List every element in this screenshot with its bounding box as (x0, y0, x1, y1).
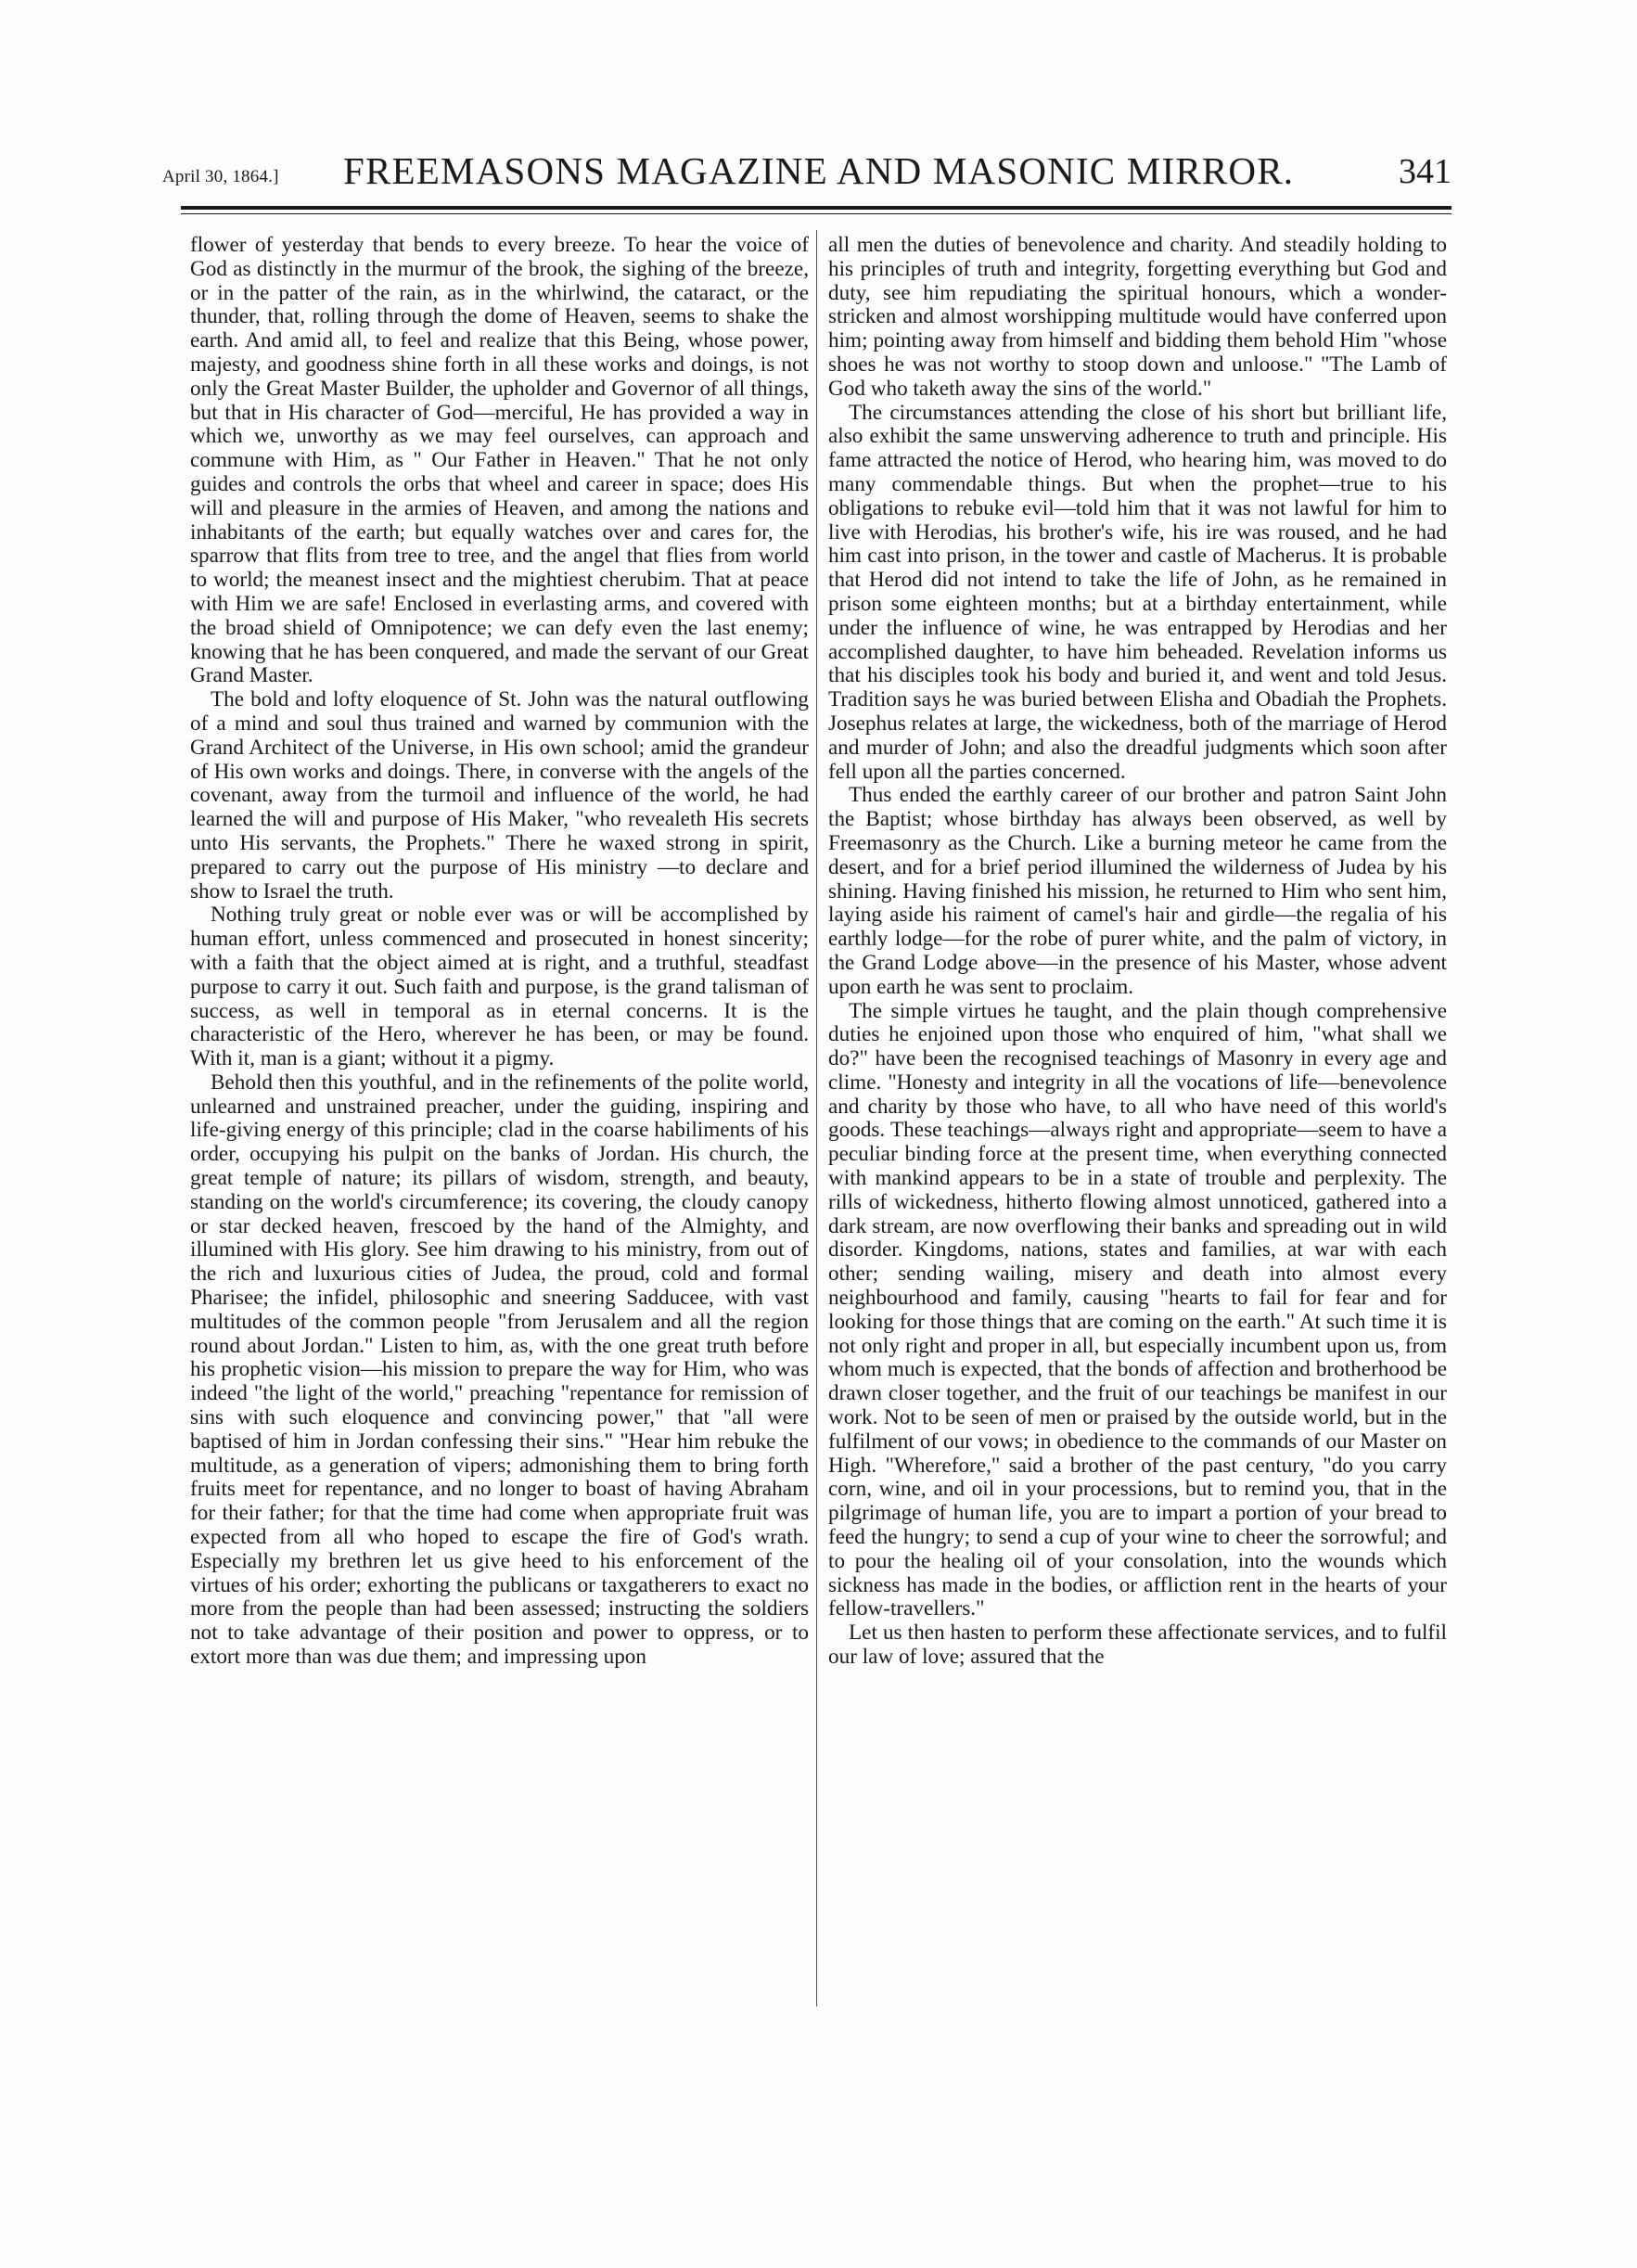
paragraph: Behold then this youthful, and in the refinements of the polite world, unlearned and unstrained preacher, under the guiding, inspiring and life-giving energy of this principle; clad in the coarse habiliments of his order, occupying his pulpit on the banks of Jordan. His church, the great temple of nature; its pillars of wisdom, strength, and beauty, standing on the world's circumference; its covering, the cloudy canopy or star decked heaven, frescoed by the hand of the Almighty, and illumined with His glory. See him drawing to his ministry, from out of the rich and luxurious cities of Judea, the proud, cold and formal Pharisee; the infidel, philosophic and sneering Sadducee, with vast multitudes of the common people "from Jerusalem and all the region round about Jordan." Listen to him, as, with the one great truth before his prophetic vision—his mission to prepare the way for Him, who was indeed "the light of the world," preaching "repentance for remission of sins with such eloquence and convincing power," that "all were baptised of him in Jordan confessing their sins." "Hear him rebuke the multitude, as a generation of vipers; admonishing them to bring forth fruits meet for repentance, and no longer to boast of having Abraham for their father; for that the time had come when appropriate fruit was expected from all who hoped to escape the fire of God's wrath. Especially my brethren let us give heed to his enforcement of the virtues of his order; exhorting the publicans or taxgatherers to exact no more from the people than had been assessed; instructing the soldiers not to take advantage of their position and power to oppress, or to extort more than was due them; and impressing upon (190, 1070, 809, 1670)
left-column (190, 234, 809, 1670)
page-number: 341 (1399, 152, 1452, 191)
column-divider (816, 230, 817, 2006)
paragraph: Let us then hasten to perform these affectionate services, and to fulfil our law of love; assured that the (828, 1621, 1447, 1670)
page-header (162, 148, 1452, 200)
paragraph: flower of yesterday that bends to every breeze. To hear the voice of God as distinctly in the murmur of the brook, the sighing of the breeze, or in the patter of the rain, as in the whirlwind, the cataract, or the thunder, that, rolling through the dome of Heaven, seems to shake the earth. And amid all, to feel and realize that this Being, whose power, majesty, and goodness shine forth in all these works and doings, is not only the Great Master Builder, the upholder and Governor of all things, but that in His character of God—merciful, He has provided a way in which we, unworthy as we may feel ourselves, can approach and commune with Him, as " Our Father in Heaven." That he not only guides and controls the orbs that wheel and career in space; does His will and pleasure in the armies of Heaven, and among the nations and inhabitants of the earth; but equally watches over and cares for, the sparrow that flits from tree to tree, and the angel that flies from world to world; the meanest insect and the mightiest cherubim. That at peace with Him we are safe! Enclosed in everlasting arms, and covered with the broad shield of Omnipotence; we can defy even the last enemy; knowing that he has been conquered, and made the servant of our Great Grand Master. (190, 233, 809, 688)
issue-date: April 30, 1864.] (162, 167, 279, 186)
paragraph: all men the duties of benevolence and charity. And steadily holding to his principles of truth and integrity, forgetting everything but God and duty, see him repudiating the spiritual honours, which a wonder-stricken and almost worshipping multitude would have conferred upon him; pointing away from himself and bidding them behold Him "whose shoes he was not worthy to stoop down and unloose." "The Lamb of God who taketh away the sins of the world." (828, 233, 1447, 401)
paragraph: Nothing truly great or noble ever was or will be accomplished by human effort, unless commenced and prosecuted in honest sincerity; with a faith that the object aimed at is right, and a truthful, steadfast purpose to carry it out. Such faith and purpose, is the grand talisman of success, as well in temporal as in eternal concerns. It is the characteristic of the Hero, wherever he has been, or may be found. With it, man is a giant; without it a pigmy. (190, 903, 809, 1071)
paragraph: The bold and lofty eloquence of St. John was the natural outflowing of a mind and soul thus trained and warned by communion with the Grand Architect of the Universe, in His own school; amid the grandeur of His own works and doings. There, in converse with the angels of the covenant, away from the turmoil and influence of the world, he had learned the will and purpose of His Maker, "who revealeth His secrets unto His servants, the Prophets." There he waxed strong in spirit, prepared to carry out the purpose of His ministry —to declare and show to Israel the truth. (190, 687, 809, 903)
header-rule-thin (181, 213, 1452, 214)
right-column (828, 234, 1447, 1670)
paragraph: Thus ended the earthly career of our brother and patron Saint John the Baptist; whose birthday has always been observed, as well by Freemasonry as the Church. Like a burning meteor he came from the desert, and for a brief period illumined the wilderness of Judea by his shining. Having finished his mission, he returned to Him who sent him, laying aside his raiment of camel's hair and girdle—the regalia of his earthly lodge—for the robe of purer white, and the palm of victory, in the Grand Lodge above—in the presence of his Master, whose advent upon earth he was sent to proclaim. (828, 783, 1447, 999)
paragraph: The simple virtues he taught, and the plain though comprehensive duties he enjoined upon those who enquired of him, "what shall we do?" have been the recognised teachings of Masonry in every age and clime. "Honesty and integrity in all the vocations of life—benevolence and charity by those who have, to all who have need of this world's goods. These teachings—always right and appropriate—seem to have a peculiar binding force at the present time, when everything connected with mankind appears to be in a state of trouble and perplexity. The rills of wickedness, hitherto flowing almost unnoticed, gathered into a dark stream, are now overflowing their banks and spreading out in wild disorder. Kingdoms, nations, states and families, at war with each other; sending wailing, misery and death into almost every neighbourhood and family, causing "hearts to fail for fear and for looking for those things that are coming on the earth." At such time it is not only right and proper in all, but especially incumbent upon us, from whom much is expected, that the bonds of affection and brotherhood be drawn closer together, and the fruit of our teachings be manifest in our work. Not to be seen of men or praised by the outside world, but in the fulfilment of our vows; in obedience to the commands of our Master on High. "Wherefore," said a brother of the past century, "do you carry corn, wine, and oil in your processions, but to remind you, that in the pilgrimage of human life, you are to impart a portion of your bread to feed the hungry; to send a cup of your wine to cheer the sorrowful; and to pour the healing oil of your consolation, into the wounds which sickness has made in the bodies, or affliction rent in the hearts of your fellow-travellers." (828, 998, 1447, 1621)
header-rule-thick (181, 206, 1452, 210)
paragraph: The circumstances attending the close of his short but brilliant life, also exhibit the same unswerving adherence to truth and principle. His fame attracted the notice of Herod, who hearing him, was moved to do many commendable things. But when the prophet—true to his obligations to rebuke evil—told him that it was not lawful for him to live with Herodias, his brother's wife, his ire was roused, and he had him cast into prison, in the tower and castle of Macherus. It is probable that Herod did not intend to take the life of John, as he remained in prison some eighteen months; but at a birthday entertainment, while under the influence of wine, he was entrapped by Herodias and her accomplished daughter, to have him beheaded. Revelation informs us that his disciples took his body and buried it, and went and told Jesus. Tradition says he was buried between Elisha and Obadiah the Prophets. Josephus relates at large, the wickedness, both of the marriage of Herod and murder of John; and also the dreadful judgments which soon after fell upon all the parties concerned. (828, 400, 1447, 784)
publication-title: FREEMASONS MAGAZINE AND MASONIC MIRROR. (343, 149, 1295, 192)
